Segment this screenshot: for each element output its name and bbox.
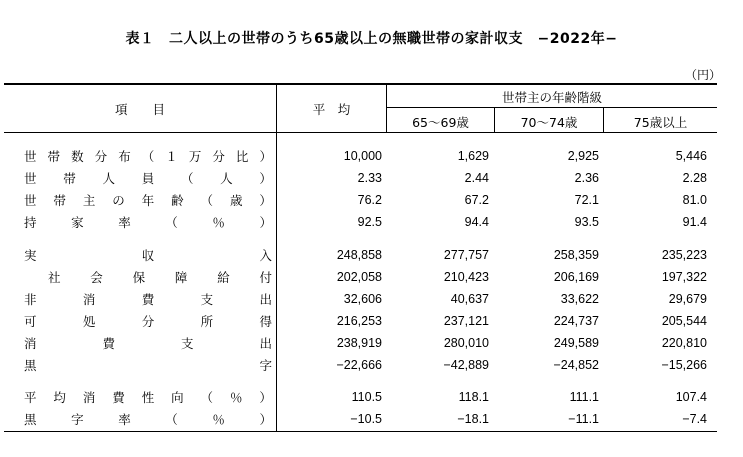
row-value: 220,810	[661, 336, 707, 350]
row-value: 94.4	[464, 215, 489, 229]
row-label: 平 均 消 費 性 向 （ ％ ）	[24, 390, 272, 405]
row-value: 67.2	[464, 193, 489, 207]
unit-label: （円）	[684, 68, 721, 82]
table-row	[0, 289, 743, 309]
table-top-rule	[4, 83, 717, 85]
row-value: 2.44	[464, 171, 489, 185]
header-average: 平 均	[312, 102, 351, 117]
header-item: 項 目	[114, 102, 165, 117]
row-label: 実 収 入	[24, 248, 272, 263]
row-label: 世 帯 数 分 布 （ １ 万 分 比 ）	[24, 149, 272, 164]
row-value: 1,629	[457, 149, 489, 163]
age-group-rule	[386, 107, 717, 108]
table-title: 表１ 二人以上の世帯のうち65歳以上の無職世帯の家計収支 −2022年−	[125, 31, 618, 47]
row-value: 258,359	[553, 248, 599, 262]
row-label: 黒 字 率 （ ％ ）	[24, 412, 272, 427]
row-label: 黒 字	[24, 358, 272, 373]
row-value: 2.36	[574, 171, 599, 185]
row-value: 2.33	[357, 171, 382, 185]
row-value: −15,266	[661, 358, 707, 372]
row-value: 111.1	[569, 390, 599, 404]
header-bottom-rule	[4, 132, 717, 133]
row-value: 2.28	[682, 171, 707, 185]
table-row	[0, 245, 743, 265]
header-age-group: 世帯主の年齢階級	[501, 90, 602, 105]
row-label: 持 家 率 （ ％ ）	[24, 215, 272, 230]
row-value: 76.2	[357, 193, 382, 207]
row-value: 206,169	[553, 270, 599, 284]
table-row	[0, 212, 743, 232]
row-label: 可 処 分 所 得	[24, 314, 272, 329]
row-value: −10.5	[350, 412, 382, 426]
table-row	[0, 355, 743, 375]
row-value: −22,666	[336, 358, 382, 372]
row-value: 238,919	[336, 336, 382, 350]
row-value: 237,121	[443, 314, 489, 328]
row-label: 世 帯 人 員 （ 人 ）	[24, 171, 272, 186]
row-value: 205,544	[661, 314, 707, 328]
row-value: 2,925	[567, 149, 599, 163]
row-value: 224,737	[553, 314, 599, 328]
table-row	[0, 409, 743, 429]
row-value: 5,446	[675, 149, 707, 163]
row-value: 40,637	[450, 292, 489, 306]
table-row	[0, 146, 743, 166]
row-value: 248,858	[336, 248, 382, 262]
row-label: 消 費 支 出	[24, 336, 272, 351]
row-value: 202,058	[336, 270, 382, 284]
row-value: 118.1	[458, 390, 489, 404]
row-value: 93.5	[574, 215, 599, 229]
row-value: −18.1	[457, 412, 489, 426]
row-value: 235,223	[661, 248, 707, 262]
row-value: 249,589	[553, 336, 599, 350]
table-row	[0, 267, 743, 287]
row-label: 世 帯 主 の 年 齢 （ 歳 ）	[24, 193, 272, 208]
row-value: 107.4	[675, 390, 707, 404]
row-value: 72.1	[574, 193, 599, 207]
row-value: 29,679	[668, 292, 707, 306]
table-row	[0, 168, 743, 188]
table-row	[0, 387, 743, 407]
header-age-65-69: 65〜69歳	[412, 115, 469, 130]
header-age-75-plus: 75歳以上	[633, 115, 688, 130]
row-value: −42,889	[443, 358, 489, 372]
row-value: 197,322	[661, 270, 707, 284]
header-age-70-74: 70〜74歳	[520, 115, 578, 130]
table-row	[0, 190, 743, 210]
table-bottom-rule	[4, 431, 717, 432]
row-value: −11.1	[568, 412, 599, 426]
row-value: 91.4	[682, 215, 707, 229]
row-value: 216,253	[336, 314, 382, 328]
row-value: 10,000	[343, 149, 382, 163]
row-value: 33,622	[560, 292, 599, 306]
table-row	[0, 333, 743, 353]
row-value: 92.5	[357, 215, 382, 229]
row-value: 81.0	[682, 193, 707, 207]
row-label: 社 会 保 障 給 付	[48, 270, 272, 285]
row-value: 210,423	[443, 270, 489, 284]
row-value: 32,606	[343, 292, 382, 306]
table-row	[0, 311, 743, 331]
row-value: 280,010	[443, 336, 489, 350]
row-value: −7.4	[682, 412, 707, 426]
row-label: 非 消 費 支 出	[24, 292, 272, 307]
row-value: 277,757	[443, 248, 489, 262]
row-value: −24,852	[553, 358, 599, 372]
row-value: 110.5	[351, 390, 382, 404]
